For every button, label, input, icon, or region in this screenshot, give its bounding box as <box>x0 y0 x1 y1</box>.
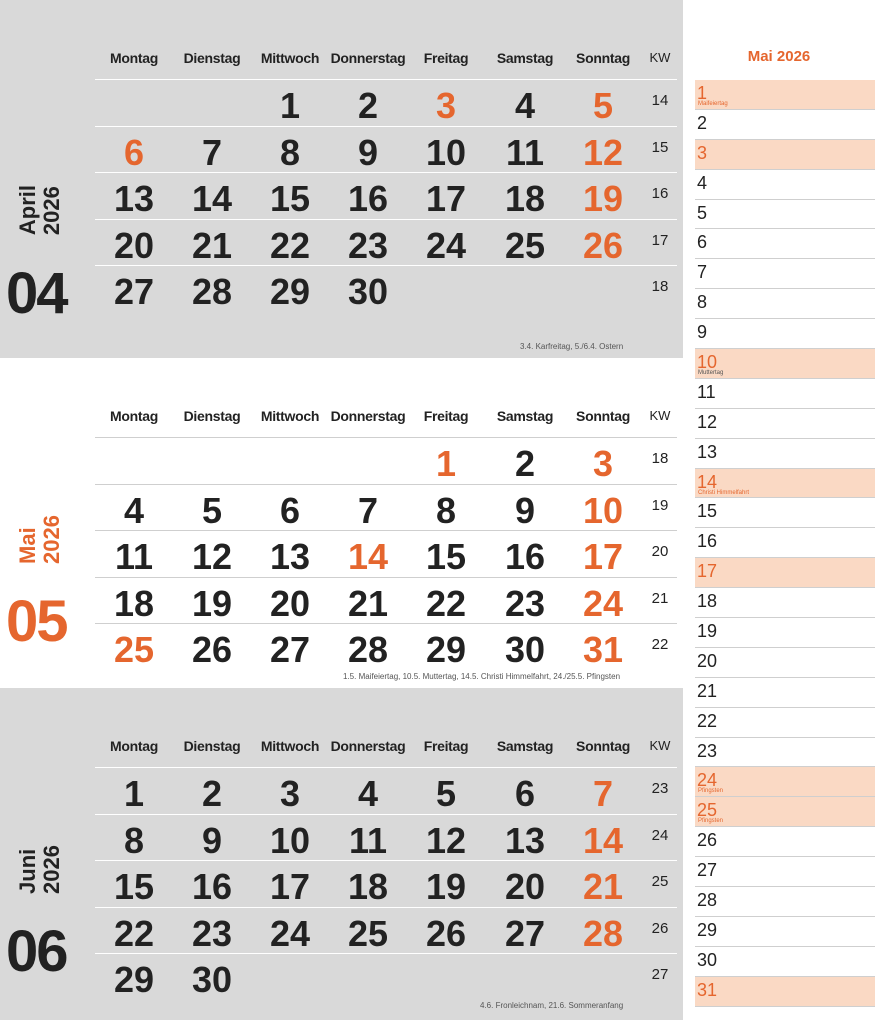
planner-day-row <box>695 917 875 947</box>
week-row <box>95 623 677 670</box>
planner-day-number: 3 <box>697 142 708 163</box>
day-cell: 4 <box>514 85 536 126</box>
weekday-label: Montag <box>110 408 158 424</box>
planner-day-number: 16 <box>697 531 718 552</box>
day-cell: 8 <box>123 819 145 861</box>
planner-day-row <box>695 738 875 768</box>
calendar-week-number: 24 <box>651 826 669 844</box>
planner-day-row <box>695 588 875 618</box>
planner-day-number: 10 <box>697 352 718 373</box>
day-cell: 11 <box>348 819 388 861</box>
planner-day-row <box>695 439 875 469</box>
weekday-label: Mittwoch <box>260 738 320 754</box>
day-cell: 16 <box>504 536 546 578</box>
planner-day-row <box>695 289 875 319</box>
day-cell: 8 <box>279 131 301 173</box>
planner-day-row <box>695 708 875 738</box>
day-cell: 16 <box>347 178 389 220</box>
planner-day-number: 21 <box>697 680 718 701</box>
month-number: 06 <box>6 919 67 984</box>
week-row <box>95 953 677 1000</box>
day-cell: 7 <box>201 131 223 173</box>
weekday-label: Sonntag <box>576 738 630 754</box>
planner-day-row <box>695 110 875 140</box>
day-cell: 9 <box>357 131 379 173</box>
weekday-label: Mittwoch <box>260 50 320 66</box>
weekday-label: Mittwoch <box>260 408 320 424</box>
day-cell: 24 <box>582 582 624 624</box>
planner-day-row <box>695 528 875 558</box>
day-cell: 12 <box>425 819 467 861</box>
week-row <box>95 437 677 484</box>
weekday-label: Dienstag <box>183 50 241 66</box>
day-cell: 20 <box>504 866 546 908</box>
calendar-week-number: 14 <box>651 92 669 109</box>
planner-day-number: 14 <box>697 471 718 492</box>
planner-day-row <box>695 140 875 170</box>
weekday-label: Freitag <box>423 738 469 754</box>
week-row <box>95 484 677 531</box>
calendar-week-number: 23 <box>651 780 669 797</box>
planner-day-row <box>695 857 875 887</box>
calendar-week-number: 26 <box>651 919 669 937</box>
planner-day-row <box>695 200 875 230</box>
planner-day-number: 11 <box>697 381 716 402</box>
day-cell: 18 <box>113 582 155 624</box>
weekday-label: Donnerstag <box>330 738 406 754</box>
day-cell: 3 <box>279 773 301 814</box>
day-cell: 22 <box>425 582 467 624</box>
day-cell: 21 <box>347 582 389 624</box>
day-cell: 22 <box>113 912 155 954</box>
day-cell: 19 <box>425 866 467 908</box>
day-cell: 9 <box>201 819 223 861</box>
day-cell: 15 <box>269 178 311 220</box>
kw-header: KW <box>649 408 671 423</box>
planner-day-note: Maifeiertag <box>698 101 728 107</box>
calendar-week-number: 18 <box>651 278 669 296</box>
calendar-week-number: 20 <box>651 543 669 561</box>
day-cell: 30 <box>347 271 389 313</box>
day-cell: 10 <box>269 819 311 861</box>
week-row <box>95 577 677 624</box>
planner-day-note: Christi Himmelfahrt <box>698 489 750 496</box>
planner-day-row <box>695 229 875 259</box>
day-cell: 12 <box>191 536 233 578</box>
calendar-week-number: 15 <box>651 138 669 156</box>
day-cell: 24 <box>425 224 467 266</box>
day-cell: 26 <box>425 912 467 954</box>
weekday-label: Montag <box>110 50 158 66</box>
day-cell: 23 <box>191 912 233 954</box>
planner-day-row <box>695 170 875 200</box>
planner-day-number: 4 <box>697 172 708 193</box>
planner-day-number: 9 <box>697 322 708 343</box>
day-cell: 23 <box>504 582 546 624</box>
calendar-week-number: 21 <box>651 589 669 607</box>
day-cell: 10 <box>582 489 624 531</box>
planner-day-row <box>695 558 875 588</box>
day-cell: 14 <box>582 819 624 861</box>
day-cell: 13 <box>504 819 546 861</box>
day-cell: 2 <box>514 443 536 484</box>
weekday-label: Dienstag <box>183 408 241 424</box>
holiday-footnote: 3.4. Karfreitag, 5./6.4. Ostern <box>520 342 624 351</box>
day-cell: 13 <box>269 536 311 578</box>
planner-day-row <box>695 469 875 499</box>
day-cell: 1 <box>435 443 457 484</box>
day-cell: 20 <box>269 582 311 624</box>
planner-day-row <box>695 319 875 349</box>
month-block-juni <box>0 688 683 1020</box>
planner-day-row <box>695 80 875 110</box>
planner-day-row <box>695 379 875 409</box>
day-cell: 29 <box>425 629 467 671</box>
planner-day-row <box>695 797 875 827</box>
day-planner <box>683 0 875 1020</box>
planner-day-number: 17 <box>697 561 718 582</box>
day-cell: 1 <box>123 773 145 814</box>
planner-day-number: 20 <box>697 650 718 671</box>
week-row <box>95 79 677 126</box>
week-row <box>95 126 677 173</box>
day-cell: 26 <box>191 629 233 671</box>
planner-day-number: 30 <box>697 949 718 970</box>
month-name: April <box>15 185 40 236</box>
day-cell: 22 <box>269 224 311 266</box>
day-cell: 16 <box>191 866 233 908</box>
calendar-week-number: 17 <box>651 231 669 249</box>
planner-day-list <box>695 80 875 1007</box>
day-cell: 17 <box>425 178 467 220</box>
day-cell: 8 <box>435 489 457 531</box>
planner-day-number: 29 <box>697 919 718 940</box>
planner-day-row <box>695 767 875 797</box>
day-cell: 19 <box>191 582 233 624</box>
planner-day-number: 19 <box>697 621 718 642</box>
day-cell: 30 <box>504 629 546 671</box>
planner-day-number: 25 <box>697 800 718 821</box>
planner-day-note: Muttertag <box>698 370 724 377</box>
day-cell: 23 <box>347 224 389 266</box>
weekday-label: Dienstag <box>183 738 241 754</box>
day-cell: 18 <box>347 866 389 908</box>
planner-day-number: 6 <box>697 232 708 253</box>
day-cell: 28 <box>191 271 233 313</box>
day-cell: 3 <box>435 85 457 126</box>
planner-day-number: 24 <box>697 770 718 791</box>
day-cell: 2 <box>357 85 379 126</box>
day-cell: 4 <box>123 489 145 531</box>
day-cell: 24 <box>269 912 311 954</box>
day-cell: 5 <box>201 489 223 531</box>
day-cell: 19 <box>582 178 624 220</box>
planner-day-row <box>695 827 875 857</box>
planner-day-number: 7 <box>697 262 708 283</box>
planner-day-number: 8 <box>697 292 708 313</box>
planner-day-number: 27 <box>697 860 718 881</box>
day-cell: 29 <box>269 271 311 313</box>
week-row <box>95 530 677 577</box>
planner-day-note: Pfingsten <box>698 788 724 795</box>
day-cell: 21 <box>582 866 624 908</box>
month-year: 2026 <box>39 515 64 564</box>
week-row <box>95 907 677 954</box>
month-block-mai <box>0 358 683 688</box>
day-cell: 5 <box>435 773 457 814</box>
day-cell: 20 <box>113 224 155 266</box>
holiday-footnote: 1.5. Maifeiertag, 10.5. Muttertag, 14.5. Christi Himmelfahrt, 24./25.5. Pfingsten <box>343 672 621 681</box>
planner-day-number: 31 <box>697 979 718 1000</box>
day-cell: 7 <box>357 489 379 531</box>
weekday-label: Freitag <box>423 408 469 424</box>
month-name: Juni <box>15 848 40 894</box>
calendar-week-number: 19 <box>651 496 669 514</box>
day-cell: 13 <box>113 178 155 220</box>
planner-day-number: 2 <box>697 112 708 133</box>
planner-day-number: 5 <box>697 202 708 223</box>
planner-day-number: 12 <box>697 411 718 432</box>
day-cell: 14 <box>191 178 233 220</box>
planner-day-number: 1 <box>697 83 708 103</box>
planner-day-row <box>695 259 875 289</box>
day-cell: 15 <box>113 866 155 908</box>
day-cell: 25 <box>347 912 389 954</box>
month-year: 2026 <box>39 186 64 236</box>
month-block-april <box>0 0 683 358</box>
planner-day-row <box>695 498 875 528</box>
planner-day-number: 26 <box>697 830 718 851</box>
planner-day-row <box>695 977 875 1007</box>
calendar-week-number: 22 <box>651 636 669 654</box>
day-cell: 27 <box>269 629 311 671</box>
day-cell: 28 <box>347 629 389 671</box>
day-cell: 6 <box>279 489 301 531</box>
day-cell: 3 <box>592 443 614 484</box>
week-row <box>95 814 677 861</box>
day-cell: 12 <box>582 131 624 173</box>
weekday-label: Donnerstag <box>330 408 406 424</box>
day-cell: 17 <box>582 536 624 578</box>
day-cell: 1 <box>279 85 301 126</box>
day-cell: 25 <box>504 224 546 266</box>
day-cell: 17 <box>269 866 311 908</box>
planner-day-note: Pfingsten <box>698 818 724 825</box>
day-cell: 25 <box>113 629 155 671</box>
day-cell: 27 <box>504 912 546 954</box>
planner-title: Mai 2026 <box>747 48 811 65</box>
day-cell: 5 <box>592 85 614 126</box>
kw-header: KW <box>649 50 671 65</box>
month-name: Mai <box>15 527 40 564</box>
weekday-label: Samstag <box>496 738 554 754</box>
planner-day-number: 18 <box>697 591 718 612</box>
kw-header: KW <box>649 738 671 753</box>
day-cell: 30 <box>191 959 233 1001</box>
planner-day-row <box>695 947 875 977</box>
weekday-label: Samstag <box>496 408 554 424</box>
day-cell: 26 <box>582 224 624 266</box>
planner-day-number: 15 <box>697 501 718 522</box>
day-cell: 10 <box>425 131 467 173</box>
planner-day-row <box>695 648 875 678</box>
month-number: 05 <box>6 589 67 654</box>
calendar-week-number: 18 <box>651 450 669 467</box>
month-year: 2026 <box>39 845 64 894</box>
planner-day-row <box>695 618 875 648</box>
weekday-label: Donnerstag <box>330 50 406 66</box>
week-row <box>95 265 677 312</box>
weekday-label: Samstag <box>496 50 554 66</box>
calendar-week-number: 27 <box>651 966 669 984</box>
weekday-label: Montag <box>110 738 158 754</box>
day-cell: 27 <box>113 271 155 313</box>
weekday-label: Freitag <box>423 50 469 66</box>
planner-day-number: 22 <box>697 710 718 731</box>
day-cell: 9 <box>514 489 536 531</box>
month-number: 04 <box>6 261 67 326</box>
holiday-footnote: 4.6. Fronleichnam, 21.6. Sommeranfang <box>480 1001 624 1010</box>
planner-day-row <box>695 678 875 708</box>
calendar-week-number: 25 <box>651 873 669 891</box>
weekday-label: Sonntag <box>576 408 630 424</box>
day-cell: 6 <box>514 773 536 814</box>
day-cell: 15 <box>425 536 467 578</box>
week-row <box>95 860 677 907</box>
planner-day-number: 23 <box>697 740 718 761</box>
planner-day-number: 13 <box>697 441 718 462</box>
day-cell: 14 <box>347 536 389 578</box>
day-cell: 11 <box>505 131 545 173</box>
week-row <box>95 767 677 814</box>
calendar-week-number: 16 <box>651 185 669 203</box>
week-row <box>95 172 677 219</box>
planner-day-row <box>695 409 875 439</box>
day-cell: 11 <box>114 536 154 578</box>
day-cell: 2 <box>201 773 223 814</box>
day-cell: 18 <box>504 178 546 220</box>
planner-day-row <box>695 349 875 379</box>
weekday-label: Sonntag <box>576 50 630 66</box>
day-cell: 6 <box>123 131 145 173</box>
day-cell: 21 <box>191 224 233 266</box>
day-cell: 4 <box>357 773 379 814</box>
planner-day-number: 28 <box>697 890 718 911</box>
week-row <box>95 219 677 266</box>
day-cell: 29 <box>113 959 155 1001</box>
day-cell: 28 <box>582 912 624 954</box>
day-cell: 7 <box>592 773 614 814</box>
planner-day-row <box>695 887 875 917</box>
day-cell: 31 <box>582 629 624 671</box>
